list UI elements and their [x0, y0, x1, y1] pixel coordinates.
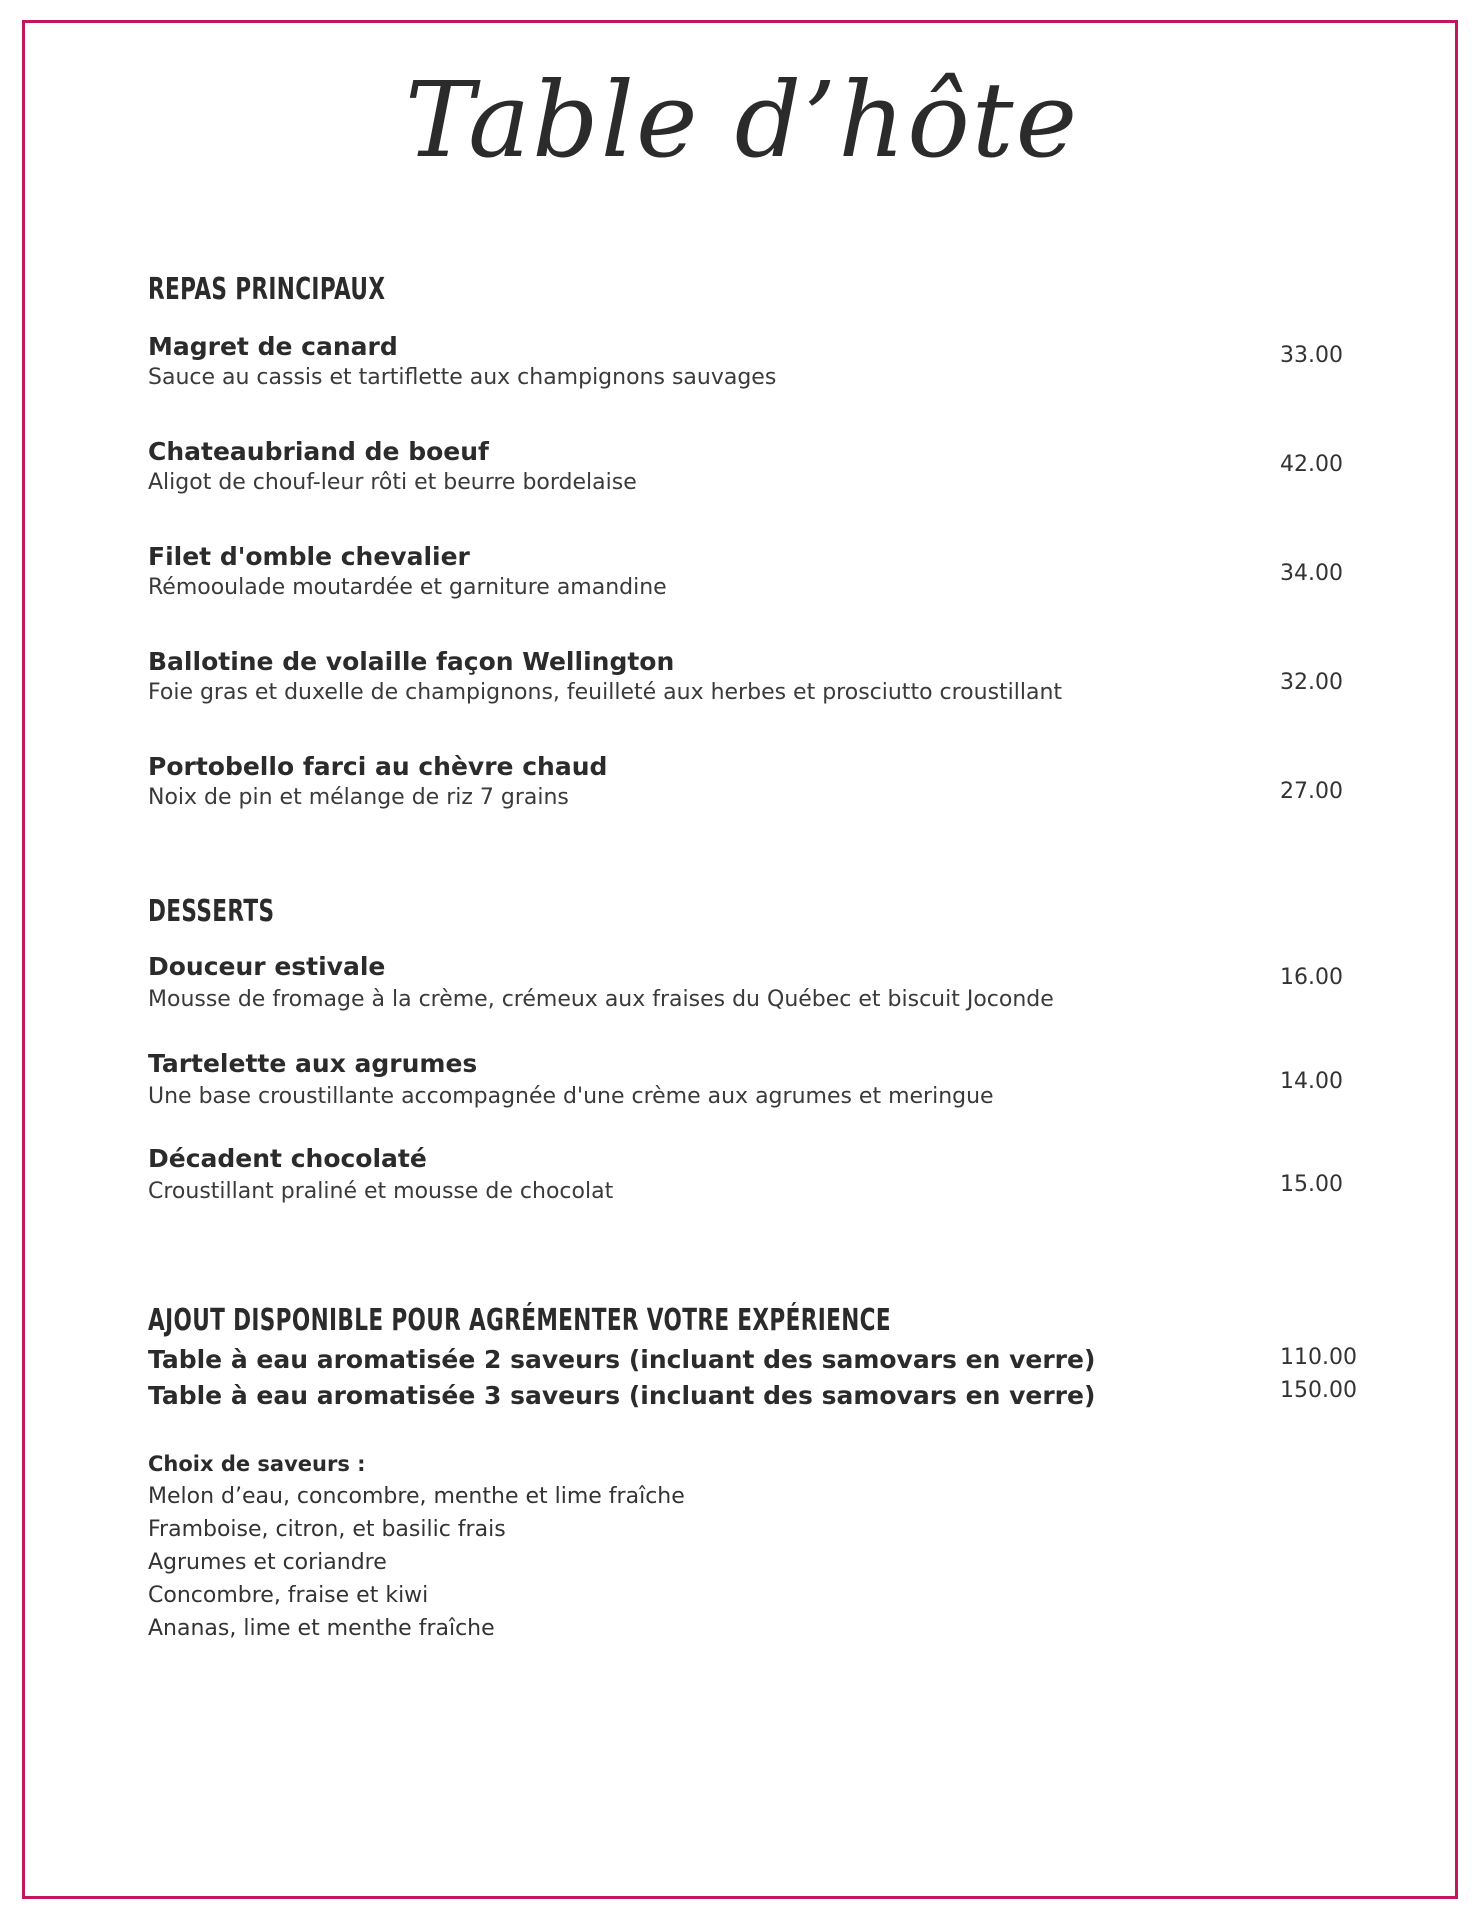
menu-item	[148, 331, 1388, 393]
item-name: Portobello farci au chèvre chaud	[148, 752, 608, 781]
menu-item	[148, 646, 1388, 708]
addon-item: Table à eau aromatisée 2 saveurs (incluant des samovars en verre)	[148, 1345, 1096, 1374]
addon-price: 110.00	[1280, 1345, 1357, 1370]
item-description: Aligot de chouf-leur rôti et beurre bordelaise	[148, 470, 637, 495]
menu-item	[148, 541, 1388, 603]
item-name: Tartelette aux agrumes	[148, 1049, 478, 1078]
item-description: Une base croustillante accompagnée d'une crème aux agrumes et meringue	[148, 1084, 994, 1109]
item-description: Sauce au cassis et tartiflette aux champignons sauvages	[148, 365, 777, 390]
menu-item	[148, 436, 1388, 498]
flavor-item: Framboise, citron, et basilic frais	[148, 1517, 506, 1542]
item-price: 34.00	[1280, 561, 1343, 586]
item-name: Chateaubriand de boeuf	[148, 437, 489, 466]
menu-item	[148, 1143, 1388, 1207]
item-name: Décadent chocolaté	[148, 1144, 427, 1173]
item-name: Magret de canard	[148, 332, 398, 361]
item-price: 15.00	[1280, 1172, 1343, 1197]
section-heading-mains: REPAS PRINCIPAUX	[148, 272, 386, 307]
flavor-list	[148, 1448, 685, 1645]
item-price: 27.00	[1280, 779, 1343, 804]
addon-price: 150.00	[1280, 1378, 1357, 1403]
flavor-item: Melon d’eau, concombre, menthe et lime fraîche	[148, 1484, 685, 1509]
flavor-item: Ananas, lime et menthe fraîche	[148, 1616, 495, 1641]
section-heading-addons: AJOUT DISPONIBLE POUR AGRÉMENTER VOTRE EXPÉRIENCE	[148, 1303, 892, 1338]
flavors-label: Choix de saveurs :	[148, 1452, 366, 1476]
item-name: Ballotine de volaille façon Wellington	[148, 647, 675, 676]
menu-item	[148, 951, 1388, 1015]
item-name: Filet d'omble chevalier	[148, 542, 470, 571]
menu-item	[148, 751, 1388, 813]
item-price: 16.00	[1280, 965, 1343, 990]
item-price: 42.00	[1280, 452, 1343, 477]
flavor-item: Agrumes et coriandre	[148, 1550, 387, 1575]
menu-item	[148, 1048, 1388, 1112]
item-description: Croustillant praliné et mousse de chocolat	[148, 1179, 614, 1204]
item-price: 32.00	[1280, 670, 1343, 695]
item-description: Rémooulade moutardée et garniture amandine	[148, 575, 667, 600]
item-price: 33.00	[1280, 343, 1343, 368]
item-description: Foie gras et duxelle de champignons, feuilleté aux herbes et prosciutto croustillant	[148, 680, 1063, 705]
section-heading-desserts: DESSERTS	[148, 894, 275, 929]
flavor-item: Concombre, fraise et kiwi	[148, 1583, 429, 1608]
item-description: Mousse de fromage à la crème, crémeux aux fraises du Québec et biscuit Joconde	[148, 987, 1054, 1012]
item-price: 14.00	[1280, 1069, 1343, 1094]
item-name: Douceur estivale	[148, 952, 386, 981]
page-title: Table d’hôte	[404, 59, 1080, 181]
addon-item: Table à eau aromatisée 3 saveurs (incluant des samovars en verre)	[148, 1381, 1096, 1410]
item-description: Noix de pin et mélange de riz 7 grains	[148, 785, 569, 810]
